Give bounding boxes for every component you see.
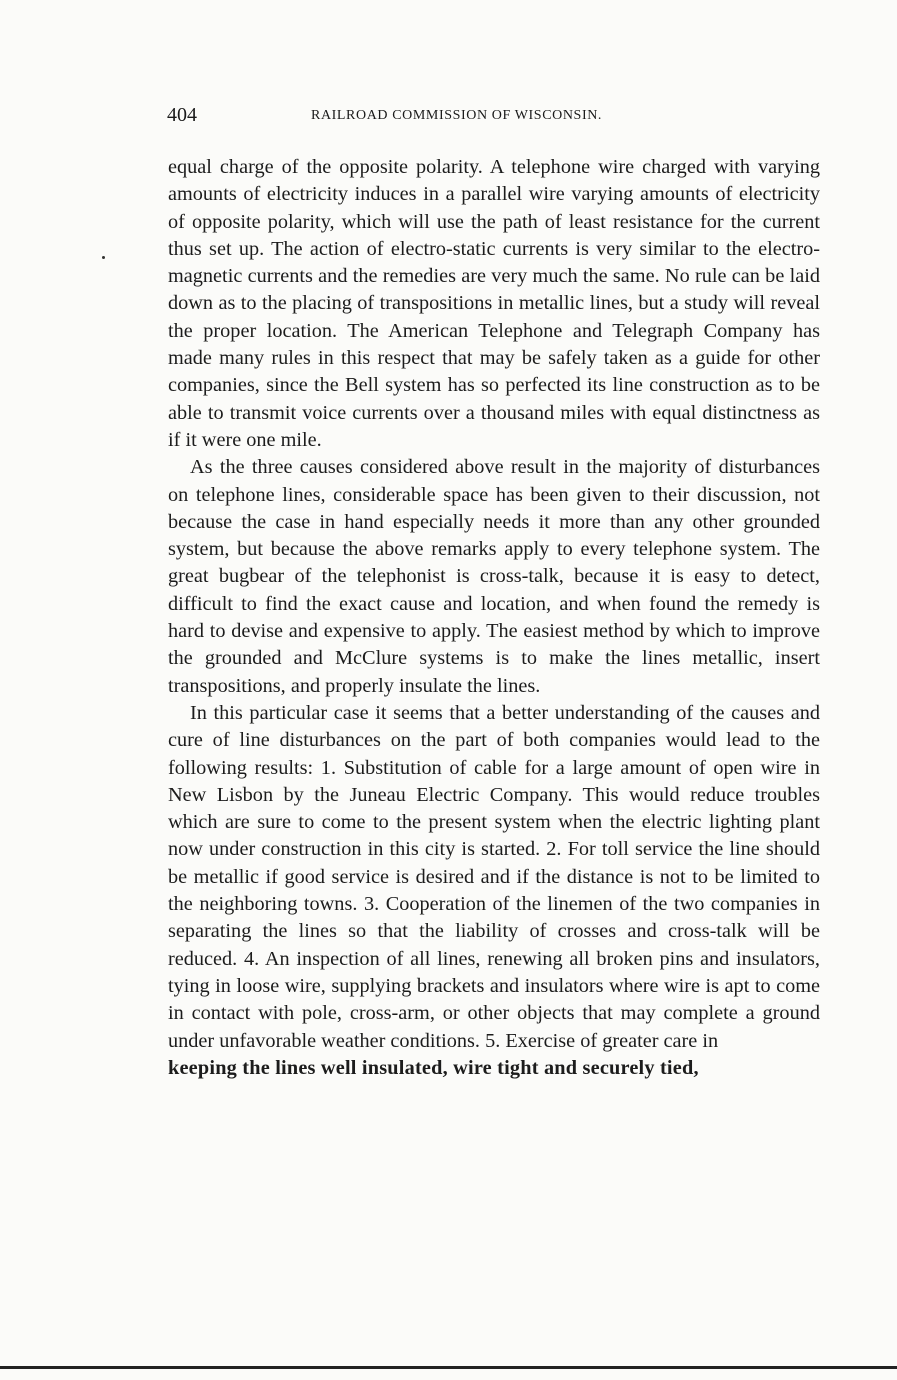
- margin-mark: [102, 256, 105, 259]
- body-text: [168, 154, 820, 1082]
- running-title: RAILROAD COMMISSION OF WISCONSIN.: [311, 108, 603, 123]
- paragraph-recommendations: In this particular case it seems that a better understanding of the causes and cure of line disturbances on the part of both companies would lead to the following results: 1. Substitution of cable for a large amount of open wire in New Lisbon by the Juneau Electric Company. This would reduce troubles which are sure to come to the present system when the electric lighting plant now under construction in this city is started. 2. For toll service the line should be metallic if good service is desired and if the distance is not to be limited to the neighboring towns. 3. Cooperation of the linemen of the two companies in separating the lines so that the liability of crosses and cross-talk will be reduced. 4. An inspection of all lines, renewing all broken pins and insulators, tying in loose wire, supplying brackets and insulators where wire is apt to come in contact with pole, cross-arm, or other objects that may complete a ground under unfavorable weather conditions. 5. Exercise of greater care in: [168, 701, 820, 1052]
- paragraph-continuation: equal charge of the opposite polarity. A telephone wire charged with varying amounts of electricity induces in a parallel wire varying amounts of electricity of opposite polarity, which will use the path of least resistance for the current thus set up. The action of electro-static currents is very similar to the electro-magnetic currents and the remedies are very much the same. No rule can be laid down as to the placing of transpositions in metallic lines, but a study will reveal the proper location. The American Telephone and Telegraph Company has made many rules in this respect that may be safely taken as a guide for other companies, since the Bell system has so perfected its line construction as to be able to transmit voice currents over a thousand miles with equal distinctness as if it were one mile.: [168, 156, 820, 451]
- page-number: 404: [167, 104, 197, 126]
- bottom-border: [0, 1366, 897, 1369]
- paragraph-final-line: keeping the lines well insulated, wire tight and securely tied,: [168, 1056, 699, 1079]
- running-header: [167, 104, 817, 134]
- paragraph-causes: As the three causes considered above result in the majority of disturbances on telephone lines, considerable space has been given to their discussion, not because the case in hand especially needs it more than any other grounded system, but because the above remarks apply to every telephone system. The great bugbear of the telephonist is cross-talk, because it is easy to detect, difficult to find the exact cause and location, and when found the remedy is hard to devise and expensive to apply. The easiest method by which to improve the grounded and McClure systems is to make the lines metallic, insert transpositions, and properly insulate the lines.: [168, 456, 820, 697]
